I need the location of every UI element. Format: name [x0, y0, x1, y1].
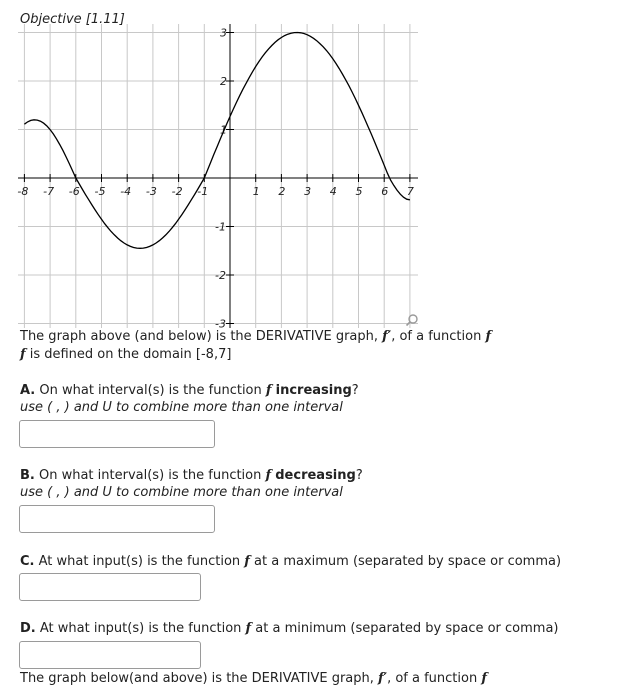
- y-tick-label: 3: [220, 26, 227, 40]
- y-tick-label: 2: [220, 75, 227, 88]
- question-d: [20, 621, 559, 636]
- answer-a-input[interactable]: [19, 420, 215, 448]
- x-tick-label: -1: [197, 185, 209, 198]
- footer-text: The graph below(and above) is the DERIVATIVE graph,: [20, 671, 379, 686]
- x-tick-label: 3: [304, 185, 312, 198]
- question-letter: B.: [20, 468, 35, 483]
- derivative-graph: [0, 0, 626, 330]
- answer-d-input[interactable]: [19, 641, 201, 669]
- question-text: ?: [351, 383, 359, 398]
- question-letter: A.: [20, 383, 36, 398]
- x-tick-label: -3: [145, 185, 157, 198]
- x-tick-label: -7: [43, 185, 55, 198]
- answer-b-input[interactable]: [19, 505, 215, 533]
- description-text: The graph above (and below) is the DERIVATIVE graph,: [20, 329, 383, 344]
- page-title: Objective [1.11]: [20, 12, 125, 27]
- x-tick-label: 1: [252, 185, 260, 198]
- f-symbol: f: [265, 383, 272, 398]
- question-hint: use ( , ) and U to combine more than one interval: [20, 400, 343, 415]
- question-hint: use ( , ) and U to combine more than one interval: [20, 485, 343, 500]
- f-symbol: f: [20, 347, 26, 362]
- x-tick-label: 4: [329, 185, 337, 198]
- question-text: On what interval(s) is the function: [35, 383, 266, 398]
- f-symbol: f: [485, 329, 492, 344]
- f-symbol: f: [265, 468, 272, 483]
- x-tick-label: 5: [355, 185, 363, 198]
- fprime-symbol: f′: [378, 671, 388, 686]
- description-line-2: [20, 347, 231, 362]
- question-text: at a minimum (separated by space or comma): [251, 621, 559, 636]
- question-emphasis: decreasing: [275, 468, 356, 483]
- question-text: At what input(s) is the function: [35, 621, 246, 636]
- question-text: At what input(s) is the function: [34, 554, 245, 569]
- question-letter: D.: [20, 621, 36, 636]
- description-line-1: [20, 329, 491, 344]
- question-emphasis: increasing: [275, 383, 352, 398]
- question-text: On what interval(s) is the function: [34, 468, 266, 483]
- y-tick-label: -1: [215, 220, 226, 234]
- x-tick-label: 6: [381, 185, 389, 198]
- derivative-curve: [24, 33, 410, 249]
- y-tick-label: 1: [220, 123, 227, 137]
- x-tick-label: -2: [171, 185, 183, 198]
- f-symbol: f: [245, 621, 252, 636]
- f-symbol: f: [244, 554, 250, 569]
- description-text: , of a function: [391, 329, 486, 344]
- y-tick-label: -2: [215, 269, 226, 282]
- x-tick-label: -4: [120, 185, 132, 198]
- fprime-symbol: f′: [382, 329, 392, 344]
- magnify-icon[interactable]: [405, 313, 419, 327]
- x-tick-label: -8: [17, 185, 29, 198]
- footer-text: , of a function: [387, 671, 482, 686]
- question-a: [20, 383, 359, 415]
- x-tick-label: 2: [278, 185, 286, 198]
- f-symbol: f: [481, 671, 487, 686]
- question-text: at a maximum (separated by space or comma): [249, 554, 562, 569]
- y-tick-label: -3: [215, 317, 226, 330]
- x-tick-label: -6: [68, 185, 80, 198]
- footer-line: [20, 671, 487, 686]
- answer-c-input[interactable]: [19, 573, 201, 601]
- domain-text: is defined on the domain [-8,7]: [25, 347, 232, 362]
- question-b: [20, 468, 363, 500]
- question-text: ?: [355, 468, 363, 483]
- x-tick-label: 7: [406, 185, 414, 198]
- question-letter: C.: [20, 554, 35, 569]
- question-c: [20, 554, 561, 569]
- x-tick-label: -5: [94, 185, 106, 198]
